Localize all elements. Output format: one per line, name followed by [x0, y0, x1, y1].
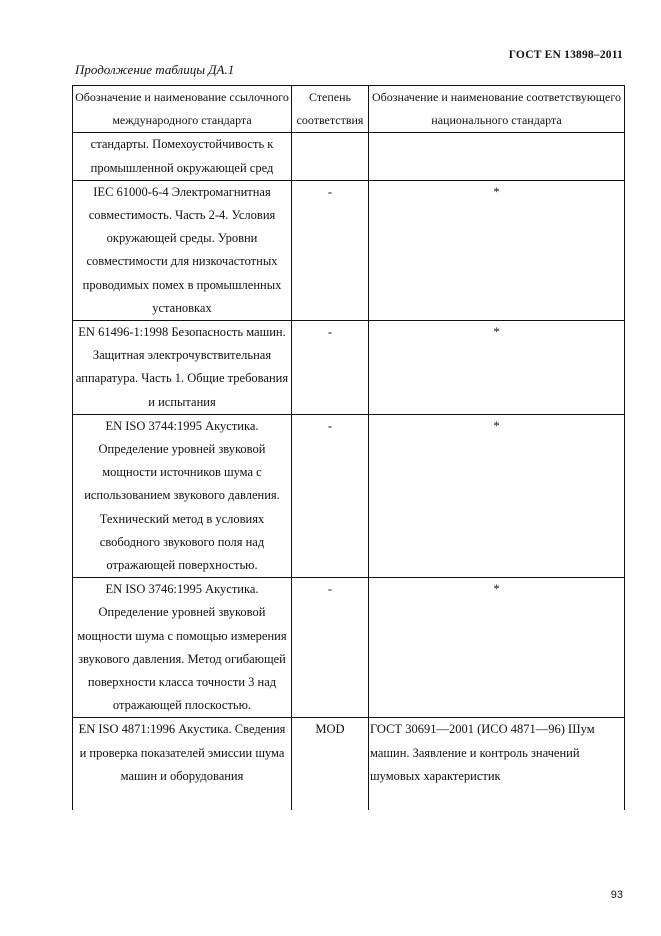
table-row	[73, 133, 625, 180]
header-national-standard: Обозначение и наименование соответствующего национального стандарта	[369, 86, 625, 133]
table-row	[73, 321, 625, 415]
cell-degree: -	[292, 321, 369, 415]
header-intl-standard: Обозначение и наименование ссылочного международного стандарта	[73, 86, 292, 133]
cell-intl-standard: стандарты. Помехоустойчивость к промышленной окружающей сред	[73, 133, 292, 180]
cell-degree: -	[292, 414, 369, 577]
table-row	[73, 578, 625, 718]
document-id: ГОСТ EN 13898–2011	[508, 49, 623, 61]
cell-intl-standard: EN ISO 3746:1995 Акустика. Определение уровней звуковой мощности шума с помощью измерения звукового давления. Метод огибающей поверхности класса точности 3 над отражающей плоскостью.	[73, 578, 292, 718]
table-header-row	[73, 86, 625, 133]
table-row	[73, 414, 625, 577]
cell-national-standard: *	[369, 578, 625, 718]
cell-intl-standard: IEC 61000-6-4 Электромагнитная совместимость. Часть 2-4. Условия окружающей среды. Уровни совместимости для низкочастотных проводимых помех в промышленных установках	[73, 180, 292, 320]
cell-intl-standard: EN ISO 3744:1995 Акустика. Определение уровней звуковой мощности источников шума с использованием звукового давления. Технический метод в условиях свободного звукового поля над отражающей поверхностью.	[73, 414, 292, 577]
cell-national-standard: *	[369, 414, 625, 577]
cell-degree: -	[292, 578, 369, 718]
cell-national-standard: *	[369, 321, 625, 415]
cell-degree	[292, 133, 369, 180]
cell-national-standard	[369, 133, 625, 180]
cell-national-standard: *	[369, 180, 625, 320]
table-row	[73, 180, 625, 320]
cell-degree: MOD	[292, 718, 369, 811]
table-row	[73, 718, 625, 811]
page-number: 93	[610, 889, 623, 901]
cell-degree: -	[292, 180, 369, 320]
table-continuation-title: Продолжение таблицы ДА.1	[75, 62, 235, 77]
standards-table	[72, 85, 625, 810]
cell-intl-standard: EN ISO 4871:1996 Акустика. Сведения и проверка показателей эмиссии шума машин и оборудования	[73, 718, 292, 811]
cell-national-standard: ГОСТ 30691—2001 (ИСО 4871—96) Шум машин. Заявление и контроль значений шумовых характеристик	[369, 718, 625, 811]
header-degree: Степень соответствия	[292, 86, 369, 133]
cell-intl-standard: EN 61496-1:1998 Безопасность машин. Защитная электрочувствительная аппаратура. Часть 1. Общие требования и испытания	[73, 321, 292, 415]
